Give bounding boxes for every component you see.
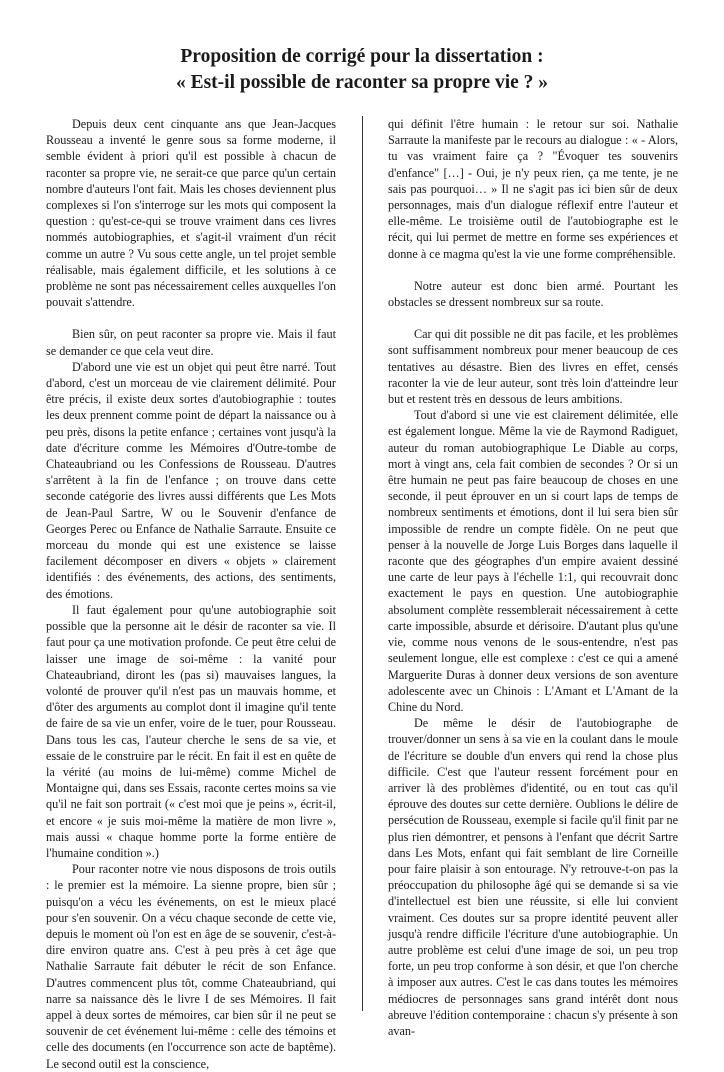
paragraph: Pour raconter notre vie nous disposons de trois outils : le premier est la mémoire. La sienne propre, bien sûr ; puisqu'on a vécu les événements, on est le mieux placé pour s'en souvenir. On a vécu chaque seconde de cette vie, depuis le moment où l'on est en âge de se souvenir, c'est-à-dire environ quatre ans. C'est à peu près à cet âge que Nathalie Sarraute fait débuter le récit de son Enfance. D'autres commencent plus tôt, comme Chateaubriand, qui narre sa naissance dès le livre I de ses Mémoires. Il fait appel à deux sortes de mémoires, car bien sûr il ne peut se souvenir de cet événement lui-même : celle des témoins et celle des documents (en l'occurrence son acte de baptême). Le second outil est la conscience, xyxy=(46,862,336,1071)
document-title xyxy=(0,44,724,96)
paragraph: qui définit l'être humain : le retour sur soi. Nathalie Sarraute la manifeste par le recours au dialogue : « - Alors, tu vas vraiment faire ça ? "Évoquer tes souvenirs d'enfance" […] - Oui, je n'y peux rien, ça me tente, je ne sais pas pourquoi… » Il ne s'agit pas ici bien sûr de deux personnages, mais d'un dialogue réflexif entre l'auteur et elle-même. Le troisième outil de l'autobiographe est le récit, qui lui permet de mettre en forme ses expériences et donne à ce magma qu'est la vie une forme compréhensible. xyxy=(388,117,678,261)
paragraph: Tout d'abord si une vie est clairement délimitée, elle est également longue. Même la vie de Raymond Radiguet, auteur du roman autobiographique Le Diable au corps, mort à vingt ans, cela fait combien de secondes ? Or si un être humain ne peut pas faire beaucoup de choses en une seconde, il peut éprouver en un si court laps de temps de nombreux sentiments et émotions, dont il lui sera bien sûr impossible de rendre un compte fidèle. On ne peut que penser à la nouvelle de Jorge Luis Borges dans laquelle il raconte que des géographes d'un empire avaient dessiné une carte de leur pays à l'échelle 1:1, qui recouvrait donc exactement le pays en question. Une autobiographie absolument complète ressemblerait nécessairement à cette carte impossible, absurde et dérisoire. D'autant plus qu'une vie, comme nous venons de le sous-entendre, n'est pas seulement longue, elle est complexe : c'est ce qui a amené Marguerite Duras à donner deux versions de son aventure adolescente avec un Chinois : L'Amant et L'Amant de la Chine du Nord. xyxy=(388,408,678,714)
paragraph: Car qui dit possible ne dit pas facile, et les problèmes sont suffisamment nombreux pour mener beaucoup de ces tentatives au désastre. Bien des livres en effet, censés raconter la vie de leur auteur, sont très loin d'atteindre leur but et restent très en dessous de leurs ambitions. xyxy=(388,327,678,407)
left-column xyxy=(46,116,336,1072)
title-line-2: « Est-il possible de raconter sa propre vie ? » xyxy=(175,72,549,93)
column-divider xyxy=(362,116,363,1011)
right-column xyxy=(388,116,678,1039)
title-line-1: Proposition de corrigé pour la dissertation : xyxy=(180,46,544,67)
paragraph: Bien sûr, on peut raconter sa propre vie. Mais il faut se demander ce que cela veut dire. xyxy=(46,327,336,358)
paragraph: Il faut également pour qu'une autobiographie soit possible que la personne ait le désir de raconter sa vie. Il faut pour ça une motivation profonde. Ce peut être celui de laisser une image de soi-même : la vanité pour Chateaubriand, diront les (pas si) mauvaises langues, la volonté de prouver qu'il n'est pas un mauvais homme, et d'ôter des arguments au complot dont il imagine qu'il tente de faire de sa vie un enfer, voire de le tuer, pour Rousseau. Dans tous les cas, l'auteur cherche le sens de sa vie, et essaie de le construire par le récit. En fait il est en quête de la vérité (au moins de lui-même) comme Michel de Montaigne qui, dans ses Essais, raconte certes moins sa vie qu'il ne fait son portrait (« c'est moi que je peins », écrit-il, et encore « je suis moi-même la matière de mon livre », mais aussi « chaque homme porte la forme entière de l'humaine condition ».) xyxy=(46,602,336,860)
paragraph: De même le désir de l'autobiographe de trouver/donner un sens à sa vie en la coulant dans le moule de l'écriture se double d'un envers qui rend la chose plus difficile. C'est que l'auteur ressent forcément pour en arriver là des problèmes d'identité, ou en tout cas qu'il éprouve des doutes sur cette dernière. Oublions le délire de persécution de Rousseau, exemple si facile qu'il finit par ne plus rien démontrer, et pensons à l'enfant que décrit Sartre dans Les Mots, enfant qui fait semblant de lire Corneille pour faire plaisir à son entourage. N'y retrouve-t-on pas la préoccupation du philosophe âgé qui se demande si sa vie d'intellectuel est bien une réussite, si elle lui convient vraiment. Ces doutes sur sa propre identité peuvent aller jusqu'à rendre difficile l'écriture d'une autobiographie. Un autre problème est celui d'une image de soi, un peu trop forte, un peu trop conforme à son désir, et que l'on cherche à imposer aux autres. C'est le cas dans toutes les mémoires médiocres de personnages sans grand intérêt dont nous abreuve l'édition contemporaine : chacun s'y présente à son avan- xyxy=(388,716,678,1038)
paragraph: Notre auteur est donc bien armé. Pourtant les obstacles se dressent nombreux sur sa route. xyxy=(388,278,678,310)
paragraph: D'abord une vie est un objet qui peut être narré. Tout d'abord, c'est un morceau de vie clairement délimité. Pour être précis, il existe deux sortes d'autobiographie : toutes les deux prennent comme point de départ la naissance ou à peu près, disons la petite enfance ; certaines vont jusqu'à la date d'écriture comme les Mémoires d'Outre-tombe de Chateaubriand ou les Confessions de Rousseau. D'autres s'arrêtent à la fin de l'enfance ; on trouve dans cette seconde catégorie des livres aussi différents que Les Mots de Jean-Paul Sartre, W ou le Souvenir d'enfance de Georges Perec ou Enfance de Nathalie Sarraute. Ensuite ce morceau du monde qui est une existence se laisse facilement décomposer en divers « objets » clairement identifiés : des événements, des actions, des sentiments, des émotions. xyxy=(46,359,336,601)
paragraph: Depuis deux cent cinquante ans que Jean-Jacques Rousseau a inventé le genre sous sa forme moderne, il semble évident à priori qu'il est possible à chacun de raconter sa propre vie, ne serait-ce que parce qu'un certain nombre d'auteurs l'ont fait. Mais les choses deviennent plus complexes si l'on s'interroge sur les mots qui composent la question : qu'est-ce-qui se trouve vraiment dans ces livres nommés autobiographies, et s'agit-il vraiment d'un récit comme un autre ? Vu sous cette angle, un tel projet semble réalisable, mais également difficile, et les solutions à ce problème ne sont pas nécessairement celles auxquelles l'on pouvait s'attendre. xyxy=(46,117,336,310)
